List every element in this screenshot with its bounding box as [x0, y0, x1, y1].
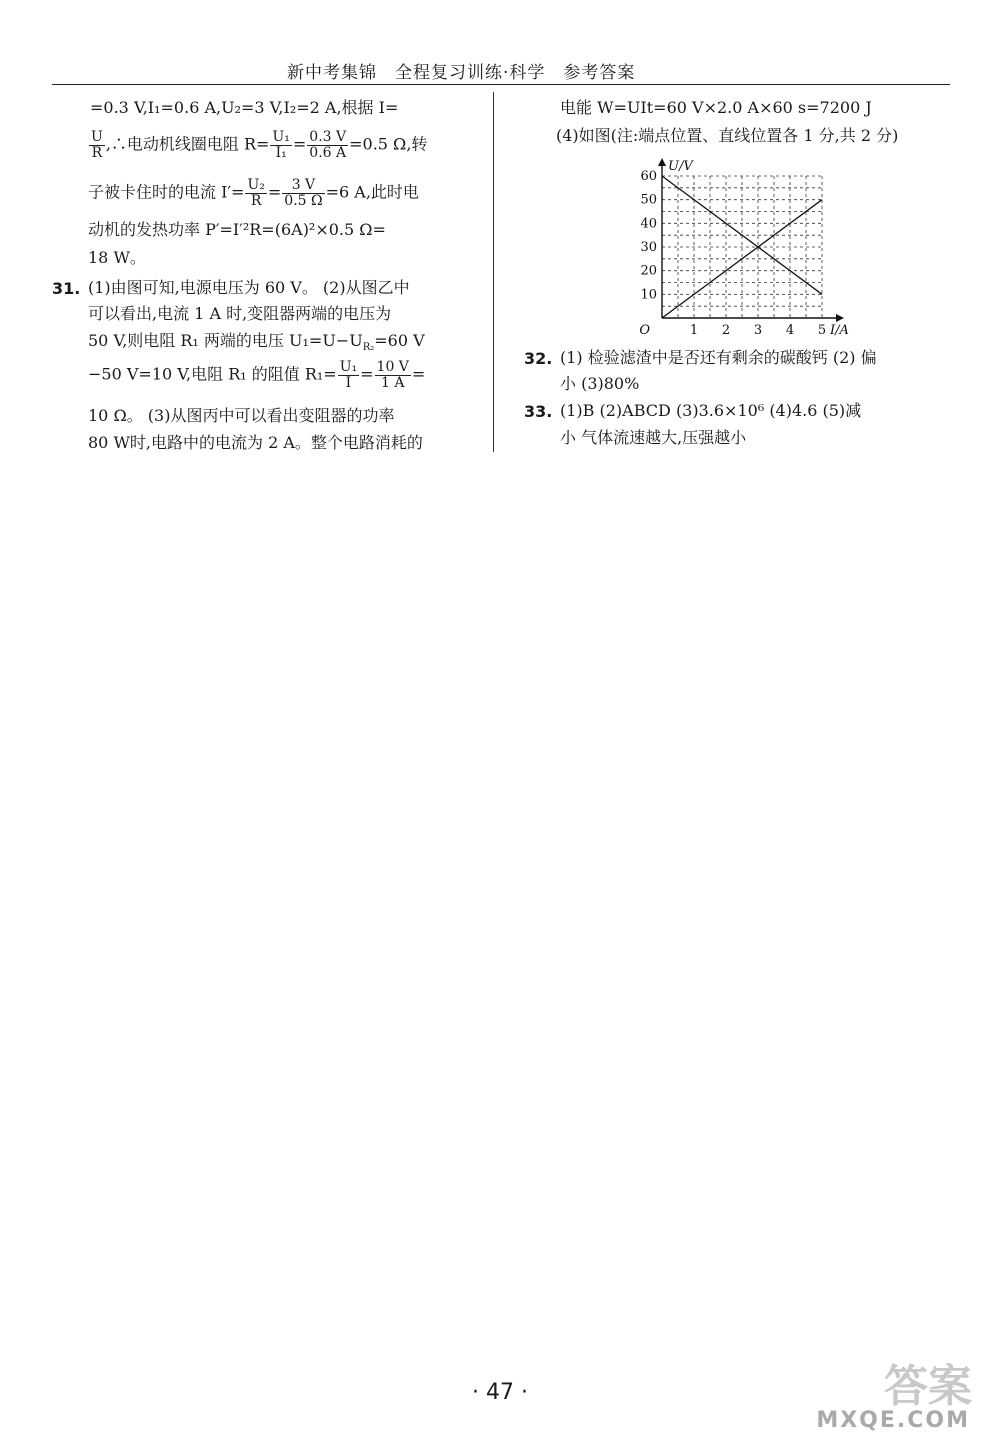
axes [658, 158, 844, 322]
answer-line: 50 V,则电阻 R₁ 两端的电压 $U_1=U-U_{R_2}=60$ V [88, 331, 425, 354]
answer-line: 10 Ω。 (3)从图丙中可以看出变阻器的功率 [88, 406, 395, 425]
answer-line: (4)如图(注:端点位置、直线位置各 1 分,共 2 分) [556, 126, 899, 145]
answer-line: 80 W时,电路中的电流为 2 A。整个电路消耗的 [88, 433, 423, 452]
watermark-logo: 答案 [884, 1361, 972, 1412]
x-axis-label: I/A [830, 323, 849, 338]
fraction: $\frac{3 V}{0.5 \Omega}$ [284, 177, 323, 209]
answer-line: =0.3 V,I₁=0.6 A,U₂=3 V,I₂=2 A,根据 I= [90, 98, 399, 117]
answer-line: 电能 W=UIt=60 V×2.0 A×60 s=7200 J [560, 98, 872, 117]
answer-line: −50 V=10 V,电阻 R₁ 的阻值 R₁= $\frac{\text{U₁}}{I}$ = $\frac{10 V}{1 A}$ = [88, 359, 426, 391]
u-i-graph [630, 150, 860, 340]
answer-line: $\frac{U}{R}$ ,∴电动机线圈电阻 R= $\frac{\text{U₁}}{\text{I₁}}$ = $\frac{0.3 V}{0.6 A}$ =0.5 Ω,转 [91, 129, 428, 161]
y-axis-label: U/V [668, 159, 693, 174]
y-tick-label: 10 [640, 287, 657, 303]
fraction: $\frac{\text{U₁}}{I}$ [339, 359, 358, 391]
answer-line: 18 W。 [88, 248, 146, 267]
answer-line: (1) 检验滤渣中是否还有剩余的碳酸钙 (2) 偏 [560, 348, 877, 367]
origin-label: O [639, 323, 650, 338]
question-number: 33. [524, 402, 553, 421]
y-tick-label: 60 [640, 169, 657, 184]
answer-line: 小 (3)80% [560, 374, 640, 393]
answer-line: (1)B (2)ABCD (3)3.6×10⁶ (4)4.6 (5)减 [560, 401, 862, 420]
question-number: 31. [52, 279, 81, 298]
column-divider [493, 92, 494, 452]
y-tick-label: 40 [640, 216, 657, 232]
answer-line: 小 气体流速越大,压强越小 [560, 428, 747, 447]
watermark-text: MXQE.COM [816, 1408, 970, 1433]
x-tick-label: 1 [689, 323, 699, 338]
fraction: $\frac{U}{R}$ [91, 129, 103, 161]
x-axis-arrow [836, 314, 844, 322]
fraction: $\frac{\text{U₁}}{\text{I₁}}$ [272, 129, 290, 161]
y-axis-arrow [658, 158, 666, 166]
answer-line: 动机的发热功率 P′=I′²R=(6A)²×0.5 Ω= [88, 220, 386, 239]
fraction: $\frac{0.3 V}{0.6 A}$ [309, 129, 347, 161]
page-number: · 47 · [472, 1380, 528, 1405]
answer-line: 可以看出,电流 1 A 时,变阻器两端的电压为 [88, 304, 392, 323]
y-tick-label: 50 [640, 192, 657, 208]
fraction: $\frac{10 V}{1 A}$ [376, 359, 409, 391]
x-tick-label: 3 [753, 323, 763, 338]
question-number: 32. [524, 349, 553, 368]
grid [662, 176, 822, 318]
page-header: 新中考集锦 全程复习训练·科学 参考答案 [287, 63, 636, 83]
x-tick-label: 4 [785, 323, 795, 338]
x-tick-label: 5 [817, 323, 827, 338]
fraction: $\frac{\text{U₂}}{R}$ [247, 177, 265, 209]
answer-line: 子被卡住时的电流 I′= $\frac{\text{U₂}}{R}$ = $\frac{3 V}{0.5 \Omega}$ =6 A,此时电 [88, 177, 419, 209]
x-tick-label: 2 [721, 323, 731, 338]
y-tick-label: 30 [640, 240, 657, 255]
header-rule [52, 84, 950, 85]
y-tick-label: 20 [640, 263, 657, 279]
answer-line: (1)由图可知,电源电压为 60 V。 (2)从图乙中 [88, 278, 410, 297]
